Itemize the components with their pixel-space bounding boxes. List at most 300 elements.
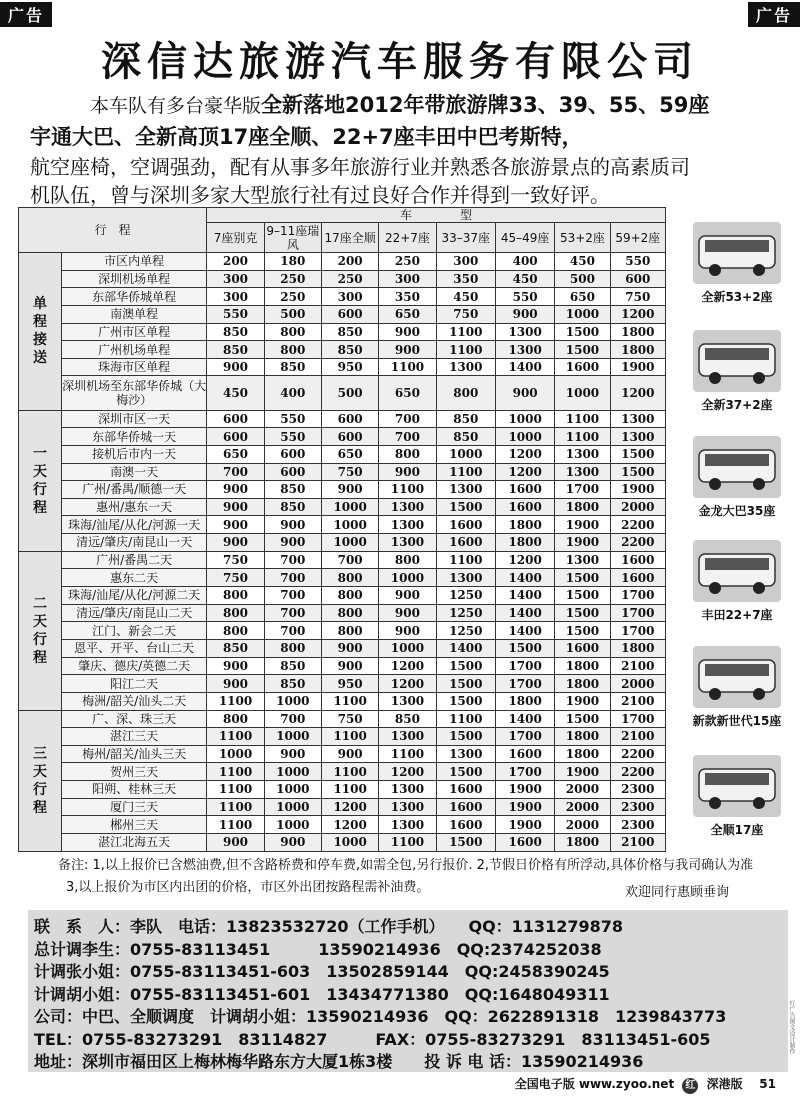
price-cell: 1500 bbox=[436, 728, 495, 746]
column-header: 9–11座瑞风 bbox=[264, 223, 321, 253]
bus-icon bbox=[693, 755, 781, 817]
table-row bbox=[19, 692, 666, 710]
table-row bbox=[19, 639, 666, 657]
vehicle-card bbox=[678, 755, 796, 838]
price-cell: 700 bbox=[207, 463, 264, 481]
price-cell: 850 bbox=[321, 341, 378, 359]
price-cell: 1300 bbox=[610, 410, 665, 428]
price-cell: 2200 bbox=[610, 534, 665, 552]
price-cell: 600 bbox=[321, 428, 378, 446]
bus-icon bbox=[693, 646, 781, 708]
price-cell: 650 bbox=[555, 288, 610, 306]
price-cell: 650 bbox=[321, 445, 378, 463]
price-cell: 1700 bbox=[610, 622, 665, 640]
price-cell: 650 bbox=[379, 376, 436, 410]
price-cell: 1200 bbox=[321, 816, 378, 834]
price-cell: 700 bbox=[379, 410, 436, 428]
price-cell: 1700 bbox=[495, 728, 554, 746]
price-cell: 900 bbox=[321, 639, 378, 657]
bus-icon bbox=[693, 222, 781, 284]
price-cell: 1000 bbox=[436, 445, 495, 463]
price-cell: 1500 bbox=[555, 587, 610, 605]
route-cell: 珠海市区单程 bbox=[61, 358, 206, 376]
route-cell: 阳江二天 bbox=[61, 675, 206, 693]
price-cell: 2100 bbox=[610, 728, 665, 746]
table-row bbox=[19, 498, 666, 516]
table-row bbox=[19, 622, 666, 640]
route-cell: 广州机场单程 bbox=[61, 341, 206, 359]
price-cell: 600 bbox=[264, 463, 321, 481]
price-cell: 2000 bbox=[610, 498, 665, 516]
price-cell: 850 bbox=[207, 323, 264, 341]
price-cell: 1200 bbox=[495, 445, 554, 463]
vehicle-caption: 全新53+2座 bbox=[701, 290, 773, 304]
price-cell: 900 bbox=[321, 481, 378, 499]
price-cell: 600 bbox=[321, 305, 378, 323]
price-cell: 550 bbox=[264, 428, 321, 446]
bus-icon bbox=[693, 330, 781, 392]
price-cell: 900 bbox=[379, 622, 436, 640]
price-cell: 700 bbox=[264, 587, 321, 605]
price-cell: 1400 bbox=[495, 569, 554, 587]
price-cell: 900 bbox=[207, 481, 264, 499]
price-cell: 1000 bbox=[264, 728, 321, 746]
ad-label-left: 广告 bbox=[0, 2, 52, 27]
price-cell: 1100 bbox=[207, 728, 264, 746]
price-cell: 1600 bbox=[495, 833, 554, 851]
table-row bbox=[19, 358, 666, 376]
price-cell: 1100 bbox=[436, 323, 495, 341]
price-cell: 1100 bbox=[321, 763, 378, 781]
price-cell: 700 bbox=[264, 569, 321, 587]
price-cell: 1200 bbox=[495, 551, 554, 569]
column-header: 7座别克 bbox=[207, 223, 264, 253]
price-cell: 2100 bbox=[610, 692, 665, 710]
price-cell: 1000 bbox=[264, 692, 321, 710]
vehicle-caption: 丰田22+7座 bbox=[701, 608, 773, 622]
side-note: 红广告图文设计制作 bbox=[788, 1000, 795, 1054]
intro-line-1-bold: 全新落地2012年带旅游牌33、39、55、59座 bbox=[261, 93, 710, 117]
price-cell: 1400 bbox=[495, 604, 554, 622]
price-cell: 900 bbox=[264, 833, 321, 851]
price-cell: 1000 bbox=[495, 428, 554, 446]
table-row bbox=[19, 288, 666, 306]
route-cell: 厦门三天 bbox=[61, 798, 206, 816]
route-cell: 珠海/汕尾/从化/河源一天 bbox=[61, 516, 206, 534]
price-cell: 1500 bbox=[436, 657, 495, 675]
group-label: 单程接送 bbox=[19, 253, 62, 411]
table-row bbox=[19, 798, 666, 816]
route-cell: 恩平、开平、台山二天 bbox=[61, 639, 206, 657]
route-cell: 深圳机场至东部华侨城（大梅沙） bbox=[61, 376, 206, 410]
price-cell: 800 bbox=[207, 622, 264, 640]
table-row bbox=[19, 604, 666, 622]
price-cell: 1000 bbox=[321, 534, 378, 552]
route-cell: 广、深、珠三天 bbox=[61, 710, 206, 728]
route-cell: 广州/番禺二天 bbox=[61, 551, 206, 569]
price-cell: 2000 bbox=[555, 781, 610, 799]
price-cell: 500 bbox=[555, 270, 610, 288]
price-cell: 300 bbox=[207, 288, 264, 306]
route-cell: 梅洲/韶关/汕头二天 bbox=[61, 692, 206, 710]
group-label: 三天行程 bbox=[19, 710, 62, 852]
price-cell: 1250 bbox=[436, 587, 495, 605]
price-cell: 1300 bbox=[555, 551, 610, 569]
price-cell: 1400 bbox=[495, 587, 554, 605]
table-row bbox=[19, 675, 666, 693]
route-cell: 深圳市区一天 bbox=[61, 410, 206, 428]
price-cell: 850 bbox=[207, 341, 264, 359]
price-cell: 1900 bbox=[495, 781, 554, 799]
price-cell: 1500 bbox=[555, 604, 610, 622]
price-cell: 450 bbox=[207, 376, 264, 410]
route-cell: 东部华侨城单程 bbox=[61, 288, 206, 306]
price-cell: 1250 bbox=[436, 604, 495, 622]
group-label: 一天行程 bbox=[19, 410, 62, 551]
footer-edition: 深港版 bbox=[706, 1077, 743, 1091]
price-cell: 1700 bbox=[495, 675, 554, 693]
price-cell: 400 bbox=[495, 253, 554, 271]
price-cell: 1800 bbox=[610, 323, 665, 341]
price-cell: 600 bbox=[207, 410, 264, 428]
price-cell: 700 bbox=[264, 622, 321, 640]
price-cell: 1500 bbox=[555, 341, 610, 359]
price-cell: 750 bbox=[207, 569, 264, 587]
price-cell: 1000 bbox=[321, 833, 378, 851]
price-cell: 800 bbox=[207, 710, 264, 728]
price-cell: 2300 bbox=[610, 798, 665, 816]
price-cell: 750 bbox=[610, 288, 665, 306]
price-cell: 400 bbox=[264, 376, 321, 410]
vehicle-header: 车 型 bbox=[207, 208, 666, 223]
price-cell: 900 bbox=[321, 657, 378, 675]
route-cell: 肇庆、德庆/英德二天 bbox=[61, 657, 206, 675]
price-cell: 300 bbox=[207, 270, 264, 288]
price-cell: 1600 bbox=[436, 516, 495, 534]
route-cell: 市区内单程 bbox=[61, 253, 206, 271]
price-cell: 950 bbox=[321, 358, 378, 376]
table-row bbox=[19, 569, 666, 587]
price-cell: 1300 bbox=[436, 745, 495, 763]
price-cell: 600 bbox=[610, 270, 665, 288]
price-cell: 1000 bbox=[264, 781, 321, 799]
price-cell: 1100 bbox=[379, 358, 436, 376]
table-row bbox=[19, 710, 666, 728]
price-cell: 2200 bbox=[610, 745, 665, 763]
price-cell: 1100 bbox=[321, 728, 378, 746]
bus-icon bbox=[693, 540, 781, 602]
price-cell: 750 bbox=[321, 463, 378, 481]
price-cell: 800 bbox=[379, 551, 436, 569]
price-cell: 1500 bbox=[436, 692, 495, 710]
footer bbox=[515, 1075, 776, 1094]
price-cell: 1300 bbox=[379, 516, 436, 534]
price-cell: 450 bbox=[436, 288, 495, 306]
price-cell: 1000 bbox=[207, 745, 264, 763]
price-cell: 1300 bbox=[379, 498, 436, 516]
price-cell: 1000 bbox=[264, 763, 321, 781]
route-cell: 珠海/汕尾/从化/河源二天 bbox=[61, 587, 206, 605]
price-cell: 1500 bbox=[436, 675, 495, 693]
price-cell: 1200 bbox=[321, 798, 378, 816]
price-cell: 850 bbox=[321, 323, 378, 341]
vehicle-card bbox=[678, 436, 796, 519]
route-cell: 惠东二天 bbox=[61, 569, 206, 587]
price-cell: 2200 bbox=[610, 516, 665, 534]
column-header: 33–37座 bbox=[436, 223, 495, 253]
price-cell: 1500 bbox=[436, 833, 495, 851]
price-cell: 550 bbox=[610, 253, 665, 271]
price-cell: 1100 bbox=[321, 781, 378, 799]
price-cell: 1700 bbox=[610, 710, 665, 728]
price-cell: 300 bbox=[321, 288, 378, 306]
price-cell: 900 bbox=[379, 604, 436, 622]
price-cell: 1700 bbox=[610, 604, 665, 622]
price-cell: 1400 bbox=[495, 622, 554, 640]
price-cell: 1100 bbox=[436, 710, 495, 728]
intro-line-2: 宇通大巴、全新高顶17座全顺、22+7座丰田中巴考斯特， bbox=[30, 125, 583, 149]
price-cell: 1100 bbox=[436, 341, 495, 359]
page-number: 51 bbox=[759, 1077, 776, 1091]
table-row bbox=[19, 376, 666, 410]
route-cell: 郴州三天 bbox=[61, 816, 206, 834]
contact-line: 地址：深圳市福田区上梅林梅华路东方大厦1栋3楼 投 诉 电 话：13590214936 bbox=[34, 1052, 644, 1071]
price-cell: 900 bbox=[207, 534, 264, 552]
table-row bbox=[19, 745, 666, 763]
route-cell: 深圳机场单程 bbox=[61, 270, 206, 288]
route-cell: 湛江三天 bbox=[61, 728, 206, 746]
price-cell: 1000 bbox=[495, 410, 554, 428]
price-cell: 1700 bbox=[610, 587, 665, 605]
price-cell: 550 bbox=[207, 305, 264, 323]
route-cell: 广州市区单程 bbox=[61, 323, 206, 341]
table-row bbox=[19, 516, 666, 534]
price-cell: 800 bbox=[436, 376, 495, 410]
route-cell: 南澳一天 bbox=[61, 463, 206, 481]
price-cell: 1300 bbox=[379, 816, 436, 834]
price-cell: 1100 bbox=[379, 833, 436, 851]
price-cell: 350 bbox=[379, 288, 436, 306]
price-cell: 900 bbox=[207, 833, 264, 851]
price-cell: 200 bbox=[207, 253, 264, 271]
route-cell: 清远/肇庆/南昆山一天 bbox=[61, 534, 206, 552]
price-cell: 1600 bbox=[495, 745, 554, 763]
price-cell: 1800 bbox=[610, 341, 665, 359]
price-table bbox=[18, 207, 666, 852]
price-cell: 1600 bbox=[495, 498, 554, 516]
price-cell: 1600 bbox=[495, 481, 554, 499]
price-cell: 700 bbox=[379, 428, 436, 446]
price-cell: 1100 bbox=[379, 481, 436, 499]
price-cell: 1800 bbox=[555, 833, 610, 851]
contact-line: 计调胡小姐：0755-83113451-601 13434771380 QQ:1648049311 bbox=[34, 984, 610, 1004]
intro-line-1 bbox=[90, 90, 790, 121]
price-cell: 300 bbox=[379, 270, 436, 288]
price-cell: 900 bbox=[264, 534, 321, 552]
vehicle-card bbox=[678, 330, 796, 413]
table-header-row bbox=[19, 208, 666, 223]
intro-line-3: 航空座椅，空调强劲，配有从事多年旅游行业并熟悉各旅游景点的高素质司 bbox=[30, 155, 690, 179]
price-cell: 1700 bbox=[495, 763, 554, 781]
notes-line-2: 3,以上报价为市区内出团的价格，市区外出团按路程需补油费。 bbox=[66, 880, 430, 895]
price-cell: 700 bbox=[264, 551, 321, 569]
price-cell: 1800 bbox=[495, 516, 554, 534]
contact-line: 公司：中巴、全顺调度 计调胡小姐：13590214936 QQ：2622891318 1239843773 bbox=[34, 1007, 727, 1026]
price-cell: 850 bbox=[264, 657, 321, 675]
price-cell: 1400 bbox=[495, 358, 554, 376]
price-cell: 1900 bbox=[555, 534, 610, 552]
price-cell: 900 bbox=[495, 376, 554, 410]
table-row bbox=[19, 587, 666, 605]
table-row bbox=[19, 270, 666, 288]
price-cell: 1900 bbox=[555, 763, 610, 781]
price-cell: 1100 bbox=[207, 781, 264, 799]
price-cell: 800 bbox=[207, 604, 264, 622]
price-cell: 2000 bbox=[555, 816, 610, 834]
vehicle-caption: 金龙大巴35座 bbox=[698, 504, 776, 518]
price-cell: 1300 bbox=[555, 463, 610, 481]
contact-line: TEL：0755-83273291 83114827 FAX：0755-83273291 83113451-605 bbox=[34, 1029, 711, 1049]
table-row bbox=[19, 728, 666, 746]
price-cell: 2000 bbox=[610, 675, 665, 693]
price-cell: 1900 bbox=[555, 692, 610, 710]
price-cell: 180 bbox=[264, 253, 321, 271]
footer-badge: 红 bbox=[682, 1078, 698, 1094]
footer-site: 全国电子版 www.zyoo.net bbox=[514, 1077, 675, 1091]
price-cell: 850 bbox=[207, 639, 264, 657]
price-cell: 1500 bbox=[610, 463, 665, 481]
price-cell: 900 bbox=[321, 745, 378, 763]
price-cell: 1300 bbox=[495, 341, 554, 359]
price-cell: 750 bbox=[321, 710, 378, 728]
table-row bbox=[19, 551, 666, 569]
ad-label-right: 广告 bbox=[748, 2, 800, 27]
price-cell: 1700 bbox=[555, 481, 610, 499]
table-row bbox=[19, 763, 666, 781]
price-cell: 1000 bbox=[321, 516, 378, 534]
vehicle-card bbox=[678, 540, 796, 623]
vehicle-caption: 全新37+2座 bbox=[701, 398, 773, 412]
price-cell: 550 bbox=[495, 288, 554, 306]
price-cell: 550 bbox=[264, 410, 321, 428]
price-cell: 1200 bbox=[610, 376, 665, 410]
price-cell: 250 bbox=[264, 270, 321, 288]
price-cell: 2200 bbox=[610, 763, 665, 781]
price-cell: 1600 bbox=[610, 551, 665, 569]
price-cell: 250 bbox=[264, 288, 321, 306]
table-row bbox=[19, 428, 666, 446]
contact-line: 计调张小姐：0755-83113451-603 13502859144 QQ:2458390245 bbox=[34, 962, 610, 981]
route-cell: 广州/番禺/顺德一天 bbox=[61, 481, 206, 499]
column-header: 17座全顺 bbox=[321, 223, 378, 253]
price-cell: 800 bbox=[321, 604, 378, 622]
price-cell: 250 bbox=[379, 253, 436, 271]
route-cell: 接机后市内一天 bbox=[61, 445, 206, 463]
price-cell: 1100 bbox=[321, 692, 378, 710]
table-row bbox=[19, 445, 666, 463]
price-cell: 1600 bbox=[436, 816, 495, 834]
price-cell: 850 bbox=[264, 675, 321, 693]
price-cell: 850 bbox=[264, 498, 321, 516]
price-cell: 900 bbox=[207, 498, 264, 516]
company-title: 深信达旅游汽车服务有限公司 bbox=[101, 38, 699, 85]
price-cell: 1100 bbox=[207, 798, 264, 816]
price-cell: 650 bbox=[379, 305, 436, 323]
price-cell: 1600 bbox=[555, 639, 610, 657]
price-cell: 1900 bbox=[555, 516, 610, 534]
vehicle-card bbox=[678, 222, 796, 305]
contact-line: 联 系 人：李队 电话：13823532720（工作手机） QQ：1131279878 bbox=[34, 917, 623, 936]
price-cell: 250 bbox=[321, 270, 378, 288]
price-cell: 650 bbox=[207, 445, 264, 463]
price-cell: 850 bbox=[379, 710, 436, 728]
price-cell: 800 bbox=[321, 587, 378, 605]
price-cell: 1300 bbox=[379, 798, 436, 816]
price-cell: 850 bbox=[264, 481, 321, 499]
price-cell: 1300 bbox=[610, 428, 665, 446]
route-cell: 梅州/韶关/汕头三天 bbox=[61, 745, 206, 763]
price-cell: 1800 bbox=[555, 657, 610, 675]
price-cell: 1100 bbox=[207, 816, 264, 834]
price-cell: 800 bbox=[264, 639, 321, 657]
price-cell: 1300 bbox=[436, 481, 495, 499]
price-cell: 1300 bbox=[495, 323, 554, 341]
price-cell: 1300 bbox=[379, 534, 436, 552]
price-cell: 800 bbox=[264, 341, 321, 359]
route-header: 行 程 bbox=[19, 208, 207, 253]
table-row bbox=[19, 657, 666, 675]
price-cell: 800 bbox=[379, 445, 436, 463]
contact-line: 总计调李生：0755-83113451 13590214936 QQ:2374252038 bbox=[34, 939, 602, 959]
table-row bbox=[19, 341, 666, 359]
price-cell: 1800 bbox=[495, 534, 554, 552]
table-row bbox=[19, 305, 666, 323]
price-cell: 1000 bbox=[555, 376, 610, 410]
price-cell: 800 bbox=[321, 622, 378, 640]
table-row bbox=[19, 534, 666, 552]
intro-line-4: 机队伍，曾与深圳多家大型旅行社有过良好合作并得到一致好评。 bbox=[30, 183, 610, 207]
price-cell: 1500 bbox=[495, 639, 554, 657]
table-row bbox=[19, 781, 666, 799]
route-cell: 清远/肇庆/南昆山二天 bbox=[61, 604, 206, 622]
vehicle-card bbox=[678, 646, 796, 729]
table-row bbox=[19, 253, 666, 271]
price-cell: 1500 bbox=[610, 445, 665, 463]
price-cell: 1400 bbox=[495, 710, 554, 728]
price-cell: 1500 bbox=[436, 763, 495, 781]
table-row bbox=[19, 481, 666, 499]
price-cell: 900 bbox=[207, 358, 264, 376]
price-cell: 900 bbox=[379, 341, 436, 359]
price-cell: 900 bbox=[379, 587, 436, 605]
price-cell: 1300 bbox=[436, 569, 495, 587]
price-cell: 1000 bbox=[264, 816, 321, 834]
price-cell: 2300 bbox=[610, 781, 665, 799]
price-cell: 1100 bbox=[379, 745, 436, 763]
price-cell: 1900 bbox=[495, 798, 554, 816]
column-header: 53+2座 bbox=[555, 223, 610, 253]
price-cell: 1200 bbox=[495, 463, 554, 481]
price-cell: 700 bbox=[264, 710, 321, 728]
column-header: 45–49座 bbox=[495, 223, 554, 253]
price-cell: 900 bbox=[207, 516, 264, 534]
price-cell: 1800 bbox=[495, 692, 554, 710]
price-cell: 1200 bbox=[379, 675, 436, 693]
price-cell: 1500 bbox=[555, 622, 610, 640]
price-cell: 1800 bbox=[610, 639, 665, 657]
price-cell: 1200 bbox=[379, 657, 436, 675]
group-label: 二天行程 bbox=[19, 551, 62, 710]
